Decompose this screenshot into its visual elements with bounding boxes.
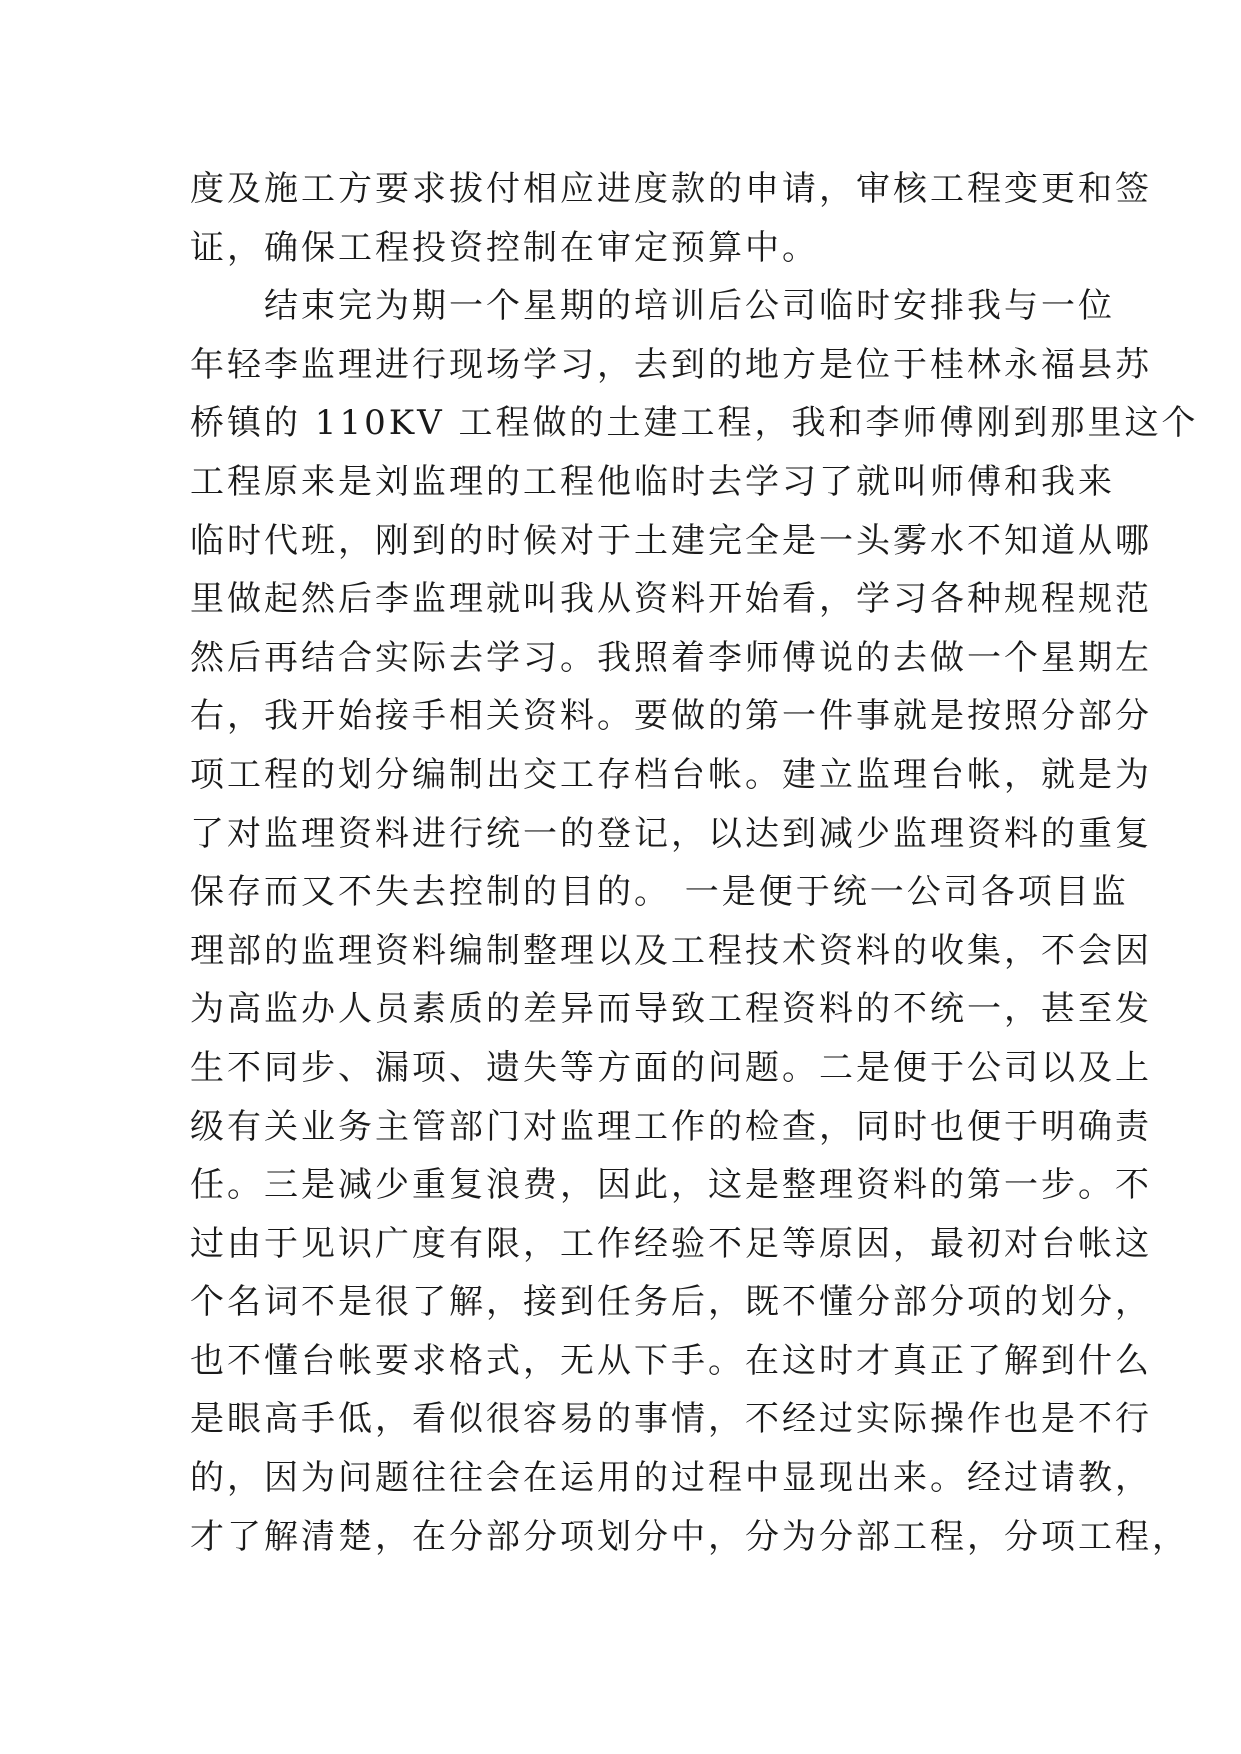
text-line: 证，确保工程投资控制在审定预算中。 — [190, 227, 819, 268]
text-line: 为高监办人员素质的差异而导致工程资料的不统一，甚至发 — [190, 989, 1152, 1030]
text-line: 里做起然后李监理就叫我从资料开始看，学习各种规程规范 — [190, 579, 1152, 620]
text-line: 桥镇的 110KV 工程做的土建工程，我和李师傅刚到那里这个 — [190, 403, 1199, 444]
text-line: 工程原来是刘监理的工程他临时去学习了就叫师傅和我来 — [190, 461, 1115, 502]
text-line: 理部的监理资料编制整理以及工程技术资料的收集，不会因 — [190, 930, 1152, 971]
text-line: 是眼高手低，看似很容易的事情，不经过实际操作也是不行 — [190, 1399, 1152, 1440]
text-line: 项工程的划分编制出交工存档台帐。建立监理台帐，就是为 — [190, 754, 1152, 795]
text-line: 然后再结合实际去学习。我照着李师傅说的去做一个星期左 — [190, 637, 1152, 678]
text-line: 级有关业务主管部门对监理工作的检查，同时也便于明确责 — [190, 1106, 1152, 1147]
text-line: 年轻李监理进行现场学习，去到的地方是位于桂林永福县苏 — [190, 344, 1152, 385]
text-line: 生不同步、漏项、遗失等方面的问题。二是便于公司以及上 — [190, 1047, 1152, 1088]
body-text — [190, 160, 1199, 1566]
text-line: 的，因为问题往往会在运用的过程中显现出来。经过请教， — [190, 1458, 1152, 1499]
text-line: 任。三是减少重复浪费，因此，这是整理资料的第一步。不 — [190, 1165, 1152, 1206]
text-line: 保存而又不失去控制的目的。 一是便于统一公司各项目监 — [190, 872, 1129, 913]
paragraph-first-line: 结束完为期一个星期的培训后公司临时安排我与一位 — [264, 286, 1115, 327]
text-line: 临时代班，刚到的时候对于土建完全是一头雾水不知道从哪 — [190, 520, 1152, 561]
text-line: 过由于见识广度有限，工作经验不足等原因，最初对台帐这 — [190, 1223, 1152, 1264]
text-line: 才了解清楚，在分部分项划分中，分为分部工程，分项工程， — [190, 1516, 1189, 1557]
text-line: 也不懂台帐要求格式，无从下手。在这时才真正了解到什么 — [190, 1340, 1152, 1381]
text-line: 个名词不是很了解，接到任务后，既不懂分部分项的划分， — [190, 1282, 1152, 1323]
text-line: 度及施工方要求拔付相应进度款的申请，审核工程变更和签 — [190, 169, 1152, 209]
text-line: 右，我开始接手相关资料。要做的第一件事就是按照分部分 — [190, 696, 1152, 737]
text-line: 了对监理资料进行统一的登记，以达到减少监理资料的重复 — [190, 813, 1152, 854]
